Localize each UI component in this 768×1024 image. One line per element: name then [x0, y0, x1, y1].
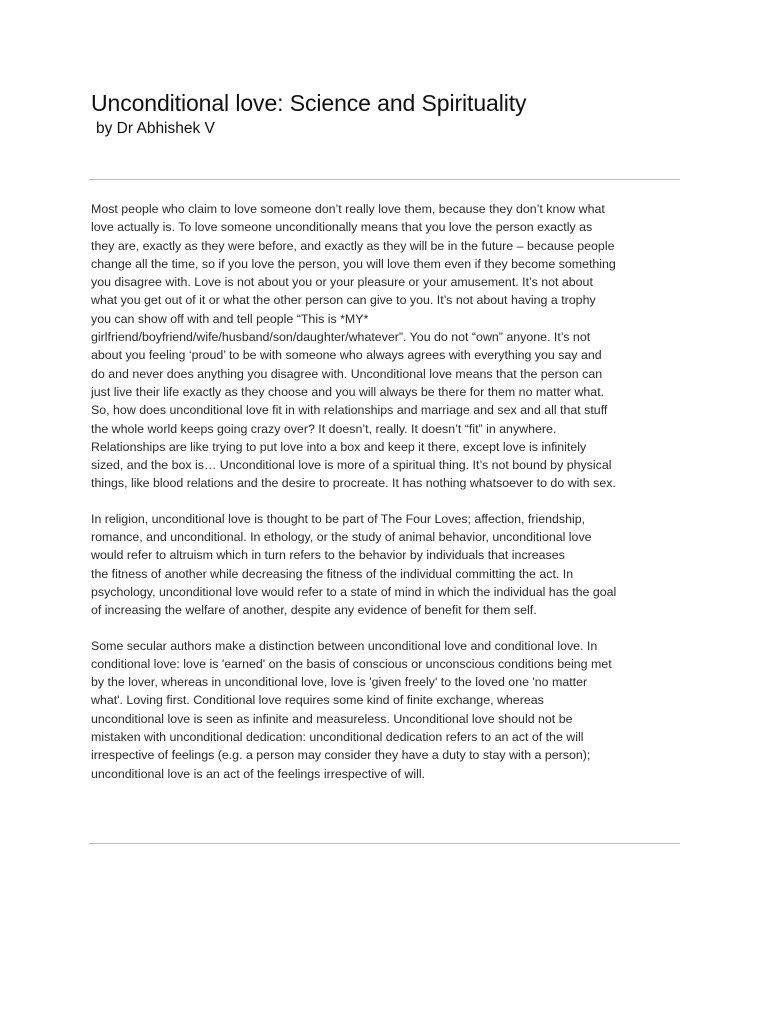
paragraph-line: what'. Loving first. Conditional love requires some kind of finite exchange, whereas: [91, 693, 544, 708]
paragraph-line: irrespective of feelings (e.g. a person may consider they have a duty to stay with a person);: [91, 748, 591, 763]
document-title: Unconditional love: Science and Spirituality: [91, 90, 527, 116]
bottom-divider: [89, 843, 680, 844]
paragraph-line: Some secular authors make a distinction between unconditional love and conditional love. In: [91, 638, 598, 653]
paragraph-line: Most people who claim to love someone don’t really love them, because they don’t know what: [91, 202, 605, 216]
paragraph-line: love actually is. To love someone unconditionally means that you love the person exactly as: [91, 220, 593, 235]
paragraph-line: Relationships are like trying to put love into a box and keep it there, except love is infinitely: [91, 439, 587, 454]
paragraph-line: mistaken with unconditional dedication: unconditional dedication refers to an act of the will: [91, 730, 584, 745]
paragraph-line: you can show off with and tell people “This is *MY*: [91, 311, 369, 326]
paragraph-line: about you feeling ‘proud’ to be with someone who always agrees with everything you say and: [91, 348, 602, 363]
paragraph-line: the whole world keeps going crazy over? It doesn’t, really. It doesn’t “fit” in anywhere.: [91, 421, 557, 436]
body-paragraph: [91, 637, 681, 783]
paragraph-line: conditional love: love is 'earned' on the basis of conscious or unconscious conditions being met: [91, 656, 612, 671]
paragraph-line: unconditional love is seen as infinite and measureless. Unconditional love should not be: [91, 711, 573, 726]
paragraph-line: by the lover, whereas in unconditional love, love is 'given freely' to the loved one 'no matter: [91, 675, 588, 690]
paragraph-line: just live their life exactly as they choose and you will always be there for them no matter what.: [91, 384, 605, 399]
paragraph-line: things, like blood relations and the desire to procreate. It has nothing whatsoever to do with sex.: [91, 476, 616, 491]
paragraph-line: So, how does unconditional love fit in with relationships and marriage and sex and all that stuff: [91, 403, 608, 418]
paragraph-line: you disagree with. Love is not about you or your pleasure or your amusement. It’s not about: [91, 275, 593, 290]
document-body: [91, 200, 681, 800]
paragraph-line: sized, and the box is… Unconditional love is more of a spiritual thing. It’s not bound by physical: [91, 458, 612, 473]
paragraph-line: the fitness of another while decreasing the fitness of the individual committing the act. In: [91, 566, 574, 581]
paragraph-line: psychology, unconditional love would refer to a state of mind in which the individual has the goal: [91, 584, 617, 599]
paragraph-line: would refer to altruism which in turn refers to the behavior by individuals that increases: [91, 548, 565, 563]
paragraph-line: girlfriend/boyfriend/wife/husband/son/daughter/whatever”. You do not “own” anyone. It’s not: [91, 330, 591, 345]
body-paragraph: [91, 200, 681, 493]
top-divider: [89, 179, 680, 180]
paragraph-line: what you get out of it or what the other person can give to you. It’s not about having a trophy: [91, 293, 596, 308]
paragraph-line: In religion, unconditional love is thought to be part of The Four Loves; affection, friendship,: [91, 511, 586, 526]
paragraph-line: romance, and unconditional. In ethology, or the study of animal behavior, unconditional love: [91, 530, 592, 545]
paragraph-line: they are, exactly as they were before, and exactly as they will be in the future – because people: [91, 238, 615, 253]
paragraph-line: do and never does anything you disagree with. Unconditional love means that the person can: [91, 366, 603, 381]
paragraph-line: unconditional love is an act of the feelings irrespective of will.: [91, 766, 426, 781]
body-paragraph: [91, 510, 681, 620]
paragraph-line: change all the time, so if you love the person, you will love them even if they become something: [91, 256, 616, 271]
document-author: by Dr Abhishek V: [96, 120, 215, 137]
paragraph-line: of increasing the welfare of another, despite any evidence of benefit for them self.: [91, 603, 537, 618]
